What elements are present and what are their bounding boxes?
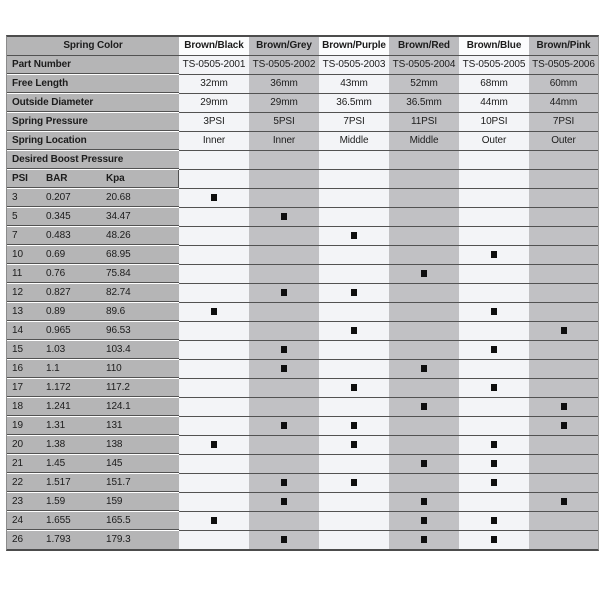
spec-value-cell: TS-0505-2005 (459, 56, 529, 75)
boost-mark-square (351, 479, 357, 486)
spec-value-cell: TS-0505-2006 (529, 56, 598, 75)
boost-mark-square (211, 194, 217, 201)
boost-mark-square (491, 517, 497, 524)
bar-cell: 0.965 (41, 322, 101, 340)
spec-value-cell: 3PSI (179, 113, 249, 132)
bar-cell: 0.69 (41, 246, 101, 264)
mark-cell (249, 227, 319, 246)
mark-cell (529, 512, 598, 531)
empty-cell (249, 170, 319, 189)
column-header-cell: Brown/Black (179, 37, 249, 56)
mark-cell (459, 189, 529, 208)
mark-cell (319, 493, 389, 512)
kpa-cell: 82.74 (101, 284, 179, 302)
bar-cell: 1.59 (41, 493, 101, 511)
mark-cell (459, 474, 529, 493)
mark-cell (389, 531, 459, 549)
mark-cell (249, 512, 319, 531)
kpa-cell: 89.6 (101, 303, 179, 321)
mark-cell (459, 303, 529, 322)
boost-mark-square (561, 422, 567, 429)
boost-mark-square (561, 327, 567, 334)
mark-cell (459, 265, 529, 284)
mark-cell (179, 379, 249, 398)
bar-cell: 1.655 (41, 512, 101, 530)
mark-cell (319, 398, 389, 417)
mark-cell (179, 531, 249, 549)
kpa-cell: 138 (101, 436, 179, 454)
bar-cell: 0.76 (41, 265, 101, 283)
kpa-cell: 68.95 (101, 246, 179, 264)
mark-cell (389, 341, 459, 360)
mark-cell (249, 417, 319, 436)
bar-cell: 0.207 (41, 189, 101, 207)
empty-cell (179, 151, 249, 170)
mark-cell (529, 246, 598, 265)
boost-mark-square (281, 213, 287, 220)
boost-mark-square (421, 536, 427, 543)
psi-cell: 22 (7, 474, 41, 492)
mark-cell (319, 265, 389, 284)
boost-mark-square (281, 346, 287, 353)
mark-cell (529, 360, 598, 379)
mark-cell (459, 284, 529, 303)
boost-mark-square (281, 422, 287, 429)
spec-value-cell: 36.5mm (319, 94, 389, 113)
spring-color-header-cell: Spring Color (7, 37, 179, 56)
mark-cell (249, 303, 319, 322)
psi-cell: 23 (7, 493, 41, 511)
boost-mark-square (491, 384, 497, 391)
empty-cell (389, 170, 459, 189)
mark-cell (529, 322, 598, 341)
boost-mark-square (491, 479, 497, 486)
psi-cell: 20 (7, 436, 41, 454)
bar-cell: 1.1 (41, 360, 101, 378)
boost-mark-square (561, 498, 567, 505)
empty-cell (529, 151, 598, 170)
mark-cell (319, 208, 389, 227)
bar-cell: 1.03 (41, 341, 101, 359)
mark-cell (459, 531, 529, 549)
kpa-cell: 34.47 (101, 208, 179, 226)
mark-cell (529, 398, 598, 417)
boost-mark-square (421, 365, 427, 372)
bar-cell: 1.45 (41, 455, 101, 473)
boost-mark-square (351, 384, 357, 391)
mark-cell (319, 474, 389, 493)
boost-mark-square (351, 422, 357, 429)
boost-mark-square (351, 441, 357, 448)
boost-mark-square (421, 517, 427, 524)
psi-cell: 13 (7, 303, 41, 321)
mark-cell (529, 208, 598, 227)
mark-cell (179, 360, 249, 379)
psi-cell: 21 (7, 455, 41, 473)
mark-cell (529, 379, 598, 398)
boost-mark-square (351, 327, 357, 334)
bar-cell: 0.345 (41, 208, 101, 226)
mark-cell (389, 474, 459, 493)
mark-cell (319, 512, 389, 531)
psi-cell: 18 (7, 398, 41, 416)
mark-cell (249, 246, 319, 265)
bar-cell: 1.241 (41, 398, 101, 416)
mark-cell (319, 246, 389, 265)
empty-cell (459, 170, 529, 189)
mark-cell (459, 455, 529, 474)
psi-cell: 15 (7, 341, 41, 359)
spec-row-label: Part Number (7, 56, 179, 74)
mark-cell (529, 189, 598, 208)
spec-value-cell: 32mm (179, 75, 249, 94)
spec-value-cell: 68mm (459, 75, 529, 94)
mark-cell (179, 474, 249, 493)
boost-mark-square (491, 441, 497, 448)
mark-cell (249, 531, 319, 549)
spec-value-cell: 36mm (249, 75, 319, 94)
spec-value-cell: TS-0505-2003 (319, 56, 389, 75)
boost-mark-square (561, 403, 567, 410)
mark-cell (389, 322, 459, 341)
mark-cell (459, 360, 529, 379)
boost-mark-square (351, 289, 357, 296)
spec-value-cell: 7PSI (319, 113, 389, 132)
kpa-cell: 124.1 (101, 398, 179, 416)
mark-cell (459, 398, 529, 417)
mark-cell (249, 474, 319, 493)
empty-cell (459, 151, 529, 170)
boost-mark-square (421, 460, 427, 467)
kpa-cell: 96.53 (101, 322, 179, 340)
mark-cell (529, 436, 598, 455)
mark-cell (389, 246, 459, 265)
mark-cell (529, 474, 598, 493)
boost-mark-square (421, 403, 427, 410)
mark-cell (179, 322, 249, 341)
spring-rate-table (6, 35, 599, 551)
mark-cell (319, 379, 389, 398)
kpa-cell: 20.68 (101, 189, 179, 207)
column-header-cell: Brown/Purple (319, 37, 389, 56)
mark-cell (319, 417, 389, 436)
mark-cell (319, 227, 389, 246)
mark-cell (389, 455, 459, 474)
mark-cell (529, 493, 598, 512)
mark-cell (179, 208, 249, 227)
psi-cell: 10 (7, 246, 41, 264)
boost-mark-square (281, 365, 287, 372)
column-header-cell: Brown/Pink (529, 37, 598, 56)
boost-mark-square (211, 517, 217, 524)
psi-cell: 19 (7, 417, 41, 435)
psi-cell: 24 (7, 512, 41, 530)
spec-value-cell: Outer (459, 132, 529, 151)
bar-cell: 1.793 (41, 531, 101, 549)
mark-cell (389, 284, 459, 303)
bar-cell: 1.31 (41, 417, 101, 435)
mark-cell (389, 417, 459, 436)
spec-row-label: Outside Diameter (7, 94, 179, 112)
empty-cell (319, 170, 389, 189)
boost-mark-square (491, 460, 497, 467)
unit-header-bar: BAR (41, 170, 101, 188)
kpa-cell: 145 (101, 455, 179, 473)
spec-row-label: Spring Pressure (7, 113, 179, 131)
spec-value-cell: 5PSI (249, 113, 319, 132)
spec-value-cell: Inner (179, 132, 249, 151)
mark-cell (319, 455, 389, 474)
boost-mark-square (421, 498, 427, 505)
column-header-cell: Brown/Grey (249, 37, 319, 56)
spec-value-cell: TS-0505-2001 (179, 56, 249, 75)
psi-cell: 14 (7, 322, 41, 340)
spec-value-cell: 10PSI (459, 113, 529, 132)
spec-value-cell: 7PSI (529, 113, 598, 132)
mark-cell (389, 512, 459, 531)
kpa-cell: 117.2 (101, 379, 179, 397)
mark-cell (529, 284, 598, 303)
mark-cell (319, 436, 389, 455)
bar-cell: 1.38 (41, 436, 101, 454)
mark-cell (389, 436, 459, 455)
mark-cell (179, 284, 249, 303)
mark-cell (459, 341, 529, 360)
kpa-cell: 103.4 (101, 341, 179, 359)
spec-value-cell: 11PSI (389, 113, 459, 132)
spec-row-label: Free Length (7, 75, 179, 93)
mark-cell (179, 417, 249, 436)
empty-cell (389, 151, 459, 170)
boost-mark-square (421, 270, 427, 277)
boost-mark-square (351, 232, 357, 239)
boost-mark-square (491, 251, 497, 258)
mark-cell (319, 341, 389, 360)
mark-cell (319, 360, 389, 379)
mark-cell (389, 227, 459, 246)
mark-cell (249, 189, 319, 208)
mark-cell (319, 284, 389, 303)
psi-cell: 11 (7, 265, 41, 283)
spec-value-cell: TS-0505-2002 (249, 56, 319, 75)
mark-cell (179, 265, 249, 284)
spec-value-cell: Outer (529, 132, 598, 151)
mark-cell (389, 379, 459, 398)
spec-value-cell: Middle (389, 132, 459, 151)
mark-cell (459, 512, 529, 531)
mark-cell (529, 455, 598, 474)
unit-header-kpa: Kpa (101, 170, 179, 188)
psi-cell: 3 (7, 189, 41, 207)
mark-cell (529, 227, 598, 246)
mark-cell (179, 303, 249, 322)
spec-value-cell: 44mm (529, 94, 598, 113)
spec-value-cell: 44mm (459, 94, 529, 113)
spec-value-cell: Inner (249, 132, 319, 151)
mark-cell (179, 493, 249, 512)
spec-value-cell: 60mm (529, 75, 598, 94)
mark-cell (249, 360, 319, 379)
spec-value-cell: 29mm (179, 94, 249, 113)
unit-header-psi: PSI (7, 170, 41, 188)
mark-cell (389, 303, 459, 322)
mark-cell (319, 322, 389, 341)
mark-cell (179, 398, 249, 417)
mark-cell (249, 379, 319, 398)
boost-mark-square (491, 346, 497, 353)
mark-cell (249, 398, 319, 417)
kpa-cell: 151.7 (101, 474, 179, 492)
mark-cell (529, 303, 598, 322)
kpa-cell: 110 (101, 360, 179, 378)
bar-cell: 1.172 (41, 379, 101, 397)
boost-mark-square (491, 536, 497, 543)
spec-value-cell: 43mm (319, 75, 389, 94)
mark-cell (529, 417, 598, 436)
empty-cell (179, 170, 249, 189)
kpa-cell: 131 (101, 417, 179, 435)
mark-cell (389, 189, 459, 208)
bar-cell: 0.483 (41, 227, 101, 245)
mark-cell (389, 493, 459, 512)
kpa-cell: 159 (101, 493, 179, 511)
empty-cell (249, 151, 319, 170)
empty-cell (529, 170, 598, 189)
column-header-cell: Brown/Blue (459, 37, 529, 56)
mark-cell (179, 227, 249, 246)
spec-value-cell: Middle (319, 132, 389, 151)
mark-cell (249, 322, 319, 341)
mark-cell (319, 189, 389, 208)
mark-cell (319, 531, 389, 549)
mark-cell (389, 398, 459, 417)
mark-cell (249, 493, 319, 512)
spec-row-label: Spring Location (7, 132, 179, 150)
psi-cell: 16 (7, 360, 41, 378)
mark-cell (179, 436, 249, 455)
psi-cell: 5 (7, 208, 41, 226)
mark-cell (179, 189, 249, 208)
section-header-cell: Desired Boost Pressure (7, 151, 179, 169)
psi-cell: 12 (7, 284, 41, 302)
kpa-cell: 75.84 (101, 265, 179, 283)
boost-mark-square (281, 289, 287, 296)
mark-cell (389, 208, 459, 227)
mark-cell (459, 246, 529, 265)
mark-cell (459, 379, 529, 398)
mark-cell (389, 360, 459, 379)
kpa-cell: 179.3 (101, 531, 179, 549)
empty-cell (319, 151, 389, 170)
boost-mark-square (281, 498, 287, 505)
mark-cell (389, 265, 459, 284)
mark-cell (459, 208, 529, 227)
boost-mark-square (281, 536, 287, 543)
mark-cell (179, 341, 249, 360)
bar-cell: 0.827 (41, 284, 101, 302)
mark-cell (459, 436, 529, 455)
spec-value-cell: 36.5mm (389, 94, 459, 113)
mark-cell (249, 455, 319, 474)
psi-cell: 26 (7, 531, 41, 549)
boost-mark-square (211, 441, 217, 448)
mark-cell (249, 265, 319, 284)
spec-value-cell: 29mm (249, 94, 319, 113)
kpa-cell: 165.5 (101, 512, 179, 530)
mark-cell (249, 436, 319, 455)
kpa-cell: 48.26 (101, 227, 179, 245)
mark-cell (319, 303, 389, 322)
boost-mark-square (281, 479, 287, 486)
bar-cell: 0.89 (41, 303, 101, 321)
mark-cell (249, 208, 319, 227)
bar-cell: 1.517 (41, 474, 101, 492)
mark-cell (179, 246, 249, 265)
mark-cell (249, 284, 319, 303)
mark-cell (459, 227, 529, 246)
mark-cell (179, 512, 249, 531)
spec-value-cell: 52mm (389, 75, 459, 94)
column-header-cell: Brown/Red (389, 37, 459, 56)
mark-cell (529, 531, 598, 549)
mark-cell (529, 265, 598, 284)
psi-cell: 7 (7, 227, 41, 245)
mark-cell (529, 341, 598, 360)
mark-cell (459, 322, 529, 341)
mark-cell (179, 455, 249, 474)
spec-value-cell: TS-0505-2004 (389, 56, 459, 75)
boost-mark-square (211, 308, 217, 315)
mark-cell (459, 417, 529, 436)
psi-cell: 17 (7, 379, 41, 397)
mark-cell (249, 341, 319, 360)
mark-cell (459, 493, 529, 512)
boost-mark-square (491, 308, 497, 315)
